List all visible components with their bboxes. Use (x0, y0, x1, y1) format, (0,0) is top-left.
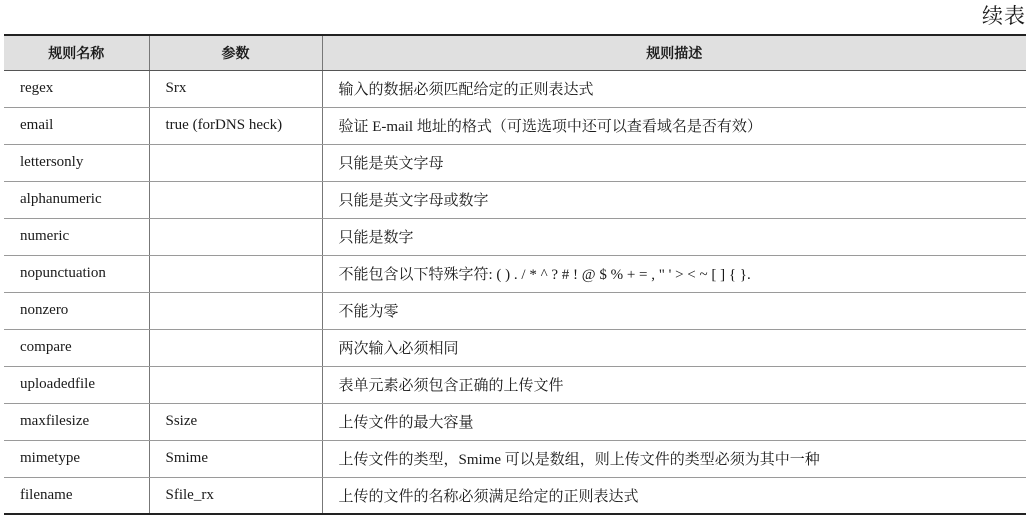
rule-name-cell: regex (4, 70, 149, 107)
parameter-cell (149, 144, 322, 181)
parameter-cell (149, 181, 322, 218)
parameter-cell (149, 366, 322, 403)
description-cell: 验证 E-mail 地址的格式（可选选项中还可以查看域名是否有效） (322, 107, 1026, 144)
rule-name-cell: alphanumeric (4, 181, 149, 218)
parameter-cell (149, 218, 322, 255)
table-body (4, 70, 1026, 514)
table-header (4, 35, 1026, 70)
table-row (4, 218, 1026, 255)
description-cell: 上传文件的类型，Smime 可以是数组，则上传文件的类型必须为其中一种 (322, 440, 1026, 477)
parameter-cell (149, 329, 322, 366)
parameter-cell: true (forDNS heck) (149, 107, 322, 144)
description-cell: 表单元素必须包含正确的上传文件 (322, 366, 1026, 403)
continued-label: 续表 (982, 4, 1026, 28)
rule-name-cell: email (4, 107, 149, 144)
table-row (4, 403, 1026, 440)
description-cell: 不能包含以下特殊字符: ( ) . / * ^ ? # ! @ $ % + = , " ' > < ~ [ ] { }. (322, 255, 1026, 292)
table-row (4, 144, 1026, 181)
table-row (4, 70, 1026, 107)
parameter-cell: Ssize (149, 403, 322, 440)
table-row (4, 477, 1026, 514)
description-cell: 上传文件的最大容量 (322, 403, 1026, 440)
table-row (4, 329, 1026, 366)
table-row (4, 292, 1026, 329)
header-rule-description: 规则描述 (322, 35, 1026, 70)
description-cell: 两次输入必须相同 (322, 329, 1026, 366)
rules-table (4, 34, 1026, 515)
header-row (4, 35, 1026, 70)
rule-name-cell: numeric (4, 218, 149, 255)
rule-name-cell: mimetype (4, 440, 149, 477)
description-cell: 只能是英文字母 (322, 144, 1026, 181)
rule-name-cell: uploadedfile (4, 366, 149, 403)
parameter-cell: Sfile_rx (149, 477, 322, 514)
rule-name-cell: lettersonly (4, 144, 149, 181)
description-cell: 输入的数据必须匹配给定的正则表达式 (322, 70, 1026, 107)
rule-name-cell: nopunctuation (4, 255, 149, 292)
rule-name-cell: nonzero (4, 292, 149, 329)
description-cell: 不能为零 (322, 292, 1026, 329)
parameter-cell: Smime (149, 440, 322, 477)
rule-name-cell: filename (4, 477, 149, 514)
header-rule-name: 规则名称 (4, 35, 149, 70)
rule-name-cell: maxfilesize (4, 403, 149, 440)
table-row (4, 440, 1026, 477)
rule-name-cell: compare (4, 329, 149, 366)
header-parameter: 参数 (149, 35, 322, 70)
parameter-cell (149, 255, 322, 292)
description-cell: 只能是英文字母或数字 (322, 181, 1026, 218)
table-row (4, 366, 1026, 403)
parameter-cell (149, 292, 322, 329)
table-row (4, 255, 1026, 292)
table-row (4, 181, 1026, 218)
description-cell: 上传的文件的名称必须满足给定的正则表达式 (322, 477, 1026, 514)
description-cell: 只能是数字 (322, 218, 1026, 255)
table-row (4, 107, 1026, 144)
parameter-cell: Srx (149, 70, 322, 107)
